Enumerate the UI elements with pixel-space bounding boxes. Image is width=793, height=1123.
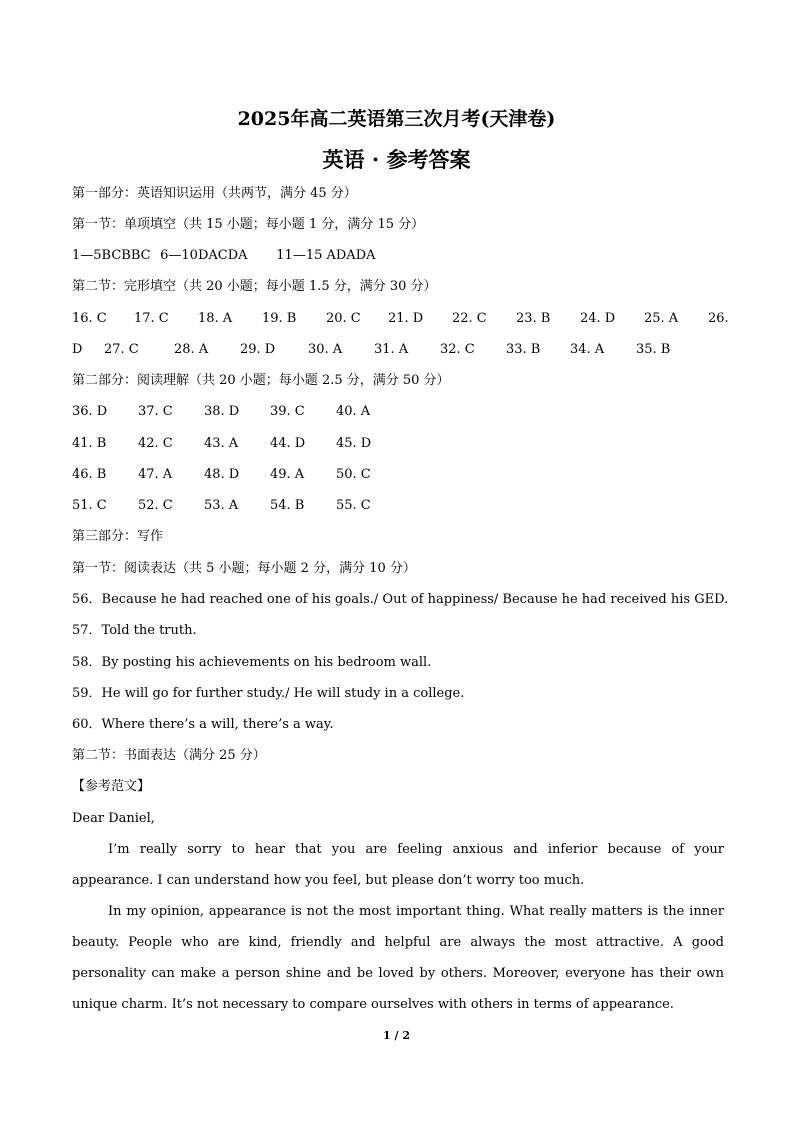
- single-choice-answers: [72, 248, 376, 264]
- reading-answer: 41. B: [72, 436, 107, 451]
- part1-heading: 第一部分：英语知识运用（共两节，满分 45 分）: [72, 186, 357, 201]
- cloze-answer: 26.: [708, 311, 729, 326]
- reading-answer: 53. A: [204, 498, 239, 513]
- reading-answer: 54. B: [270, 498, 305, 513]
- reading-answer: 36. D: [72, 404, 108, 419]
- reading-answer: 55. C: [336, 498, 371, 513]
- reading-expression-answer: 59．He will go for further study./ He will study in a college.: [72, 686, 465, 701]
- reading-answer: 46. B: [72, 467, 107, 482]
- reading-answer: 38. D: [204, 404, 240, 419]
- reading-answer: 43. A: [204, 436, 239, 451]
- answer-group: 6—10DACDA: [160, 248, 248, 263]
- reading-answer: 37. C: [138, 404, 173, 419]
- cloze-answer: 17. C: [134, 311, 169, 326]
- page-title: 2025年高二英语第三次月考(天津卷): [237, 108, 556, 130]
- cloze-answer: 32. C: [440, 342, 475, 357]
- reading-answer: 47. A: [138, 467, 173, 482]
- essay-paragraph: In my opinion, appearance is not the most important thing. What really matters is the inner beauty. People who are kind, friendly and helpful are always the most attractive. A good personality can make a person shine and be loved by others. Moreover, everyone has their own unique charm. It’s not necessary to compare ourselves with others in terms of appearance.: [72, 904, 724, 1012]
- reading-expression-answer: 56．Because he had reached one of his goals./ Out of happiness/ Because he had received his GED.: [72, 592, 729, 607]
- cloze-answer: 24. D: [580, 311, 616, 326]
- reading-expression-answer: 58．By posting his achievements on his bedroom wall.: [72, 655, 432, 670]
- reading-answer: 44. D: [270, 436, 306, 451]
- answer-group: 11—15 ADADA: [276, 248, 376, 263]
- part3-section1-heading: 第一节：阅读表达（共 5 小题；每小题 2 分，满分 10 分）: [72, 561, 416, 576]
- reading-answers-row: [72, 498, 402, 514]
- cloze-answer: 16. C: [72, 311, 107, 326]
- cloze-answer: 25. A: [644, 311, 679, 326]
- cloze-answer: 28. A: [174, 342, 209, 357]
- reading-answer: 52. C: [138, 498, 173, 513]
- reading-answers-row: [72, 467, 402, 483]
- sample-essay-label: 【参考范文】: [72, 779, 151, 794]
- cloze-answer: 31. A: [374, 342, 409, 357]
- cloze-answer: 34. A: [570, 342, 605, 357]
- part1-section2-heading: 第二节：完形填空（共 20 小题；每小题 1.5 分，满分 30 分）: [72, 279, 437, 294]
- cloze-answer: 20. C: [326, 311, 361, 326]
- reading-answer: 40. A: [336, 404, 371, 419]
- cloze-answer: D: [72, 342, 83, 357]
- cloze-answer: 33. B: [506, 342, 541, 357]
- reading-expression-answer: 60．Where there’s a will, there’s a way.: [72, 717, 334, 732]
- cloze-answer: 19. B: [262, 311, 297, 326]
- essay-greeting: Dear Daniel,: [72, 811, 155, 826]
- essay-paragraph: I’m really sorry to hear that you are feeling anxious and inferior because of your appearance. I can understand how you feel, but please don’t worry too much.: [72, 842, 724, 888]
- reading-answers-row: [72, 404, 402, 420]
- part2-heading: 第二部分：阅读理解（共 20 小题；每小题 2.5 分，满分 50 分）: [72, 373, 450, 388]
- reading-answers-row: [72, 436, 402, 452]
- reading-answer: 42. C: [138, 436, 173, 451]
- sample-essay: [72, 803, 724, 1020]
- part1-section1-heading: 第一节：单项填空（共 15 小题；每小题 1 分，满分 15 分）: [72, 217, 425, 232]
- reading-answer: 50. C: [336, 467, 371, 482]
- reading-answer: 51. C: [72, 498, 107, 513]
- page-subtitle: 英语 · 参考答案: [322, 147, 471, 172]
- reading-answer: 48. D: [204, 467, 240, 482]
- part3-heading: 第三部分：写作: [72, 529, 164, 544]
- cloze-answer: 35. B: [636, 342, 671, 357]
- answer-group: 1—5BCBBC: [72, 248, 151, 263]
- cloze-answer: 29. D: [240, 342, 276, 357]
- reading-answer: 39. C: [270, 404, 305, 419]
- cloze-answer: 18. A: [198, 311, 233, 326]
- page-number: 1 / 2: [383, 1029, 410, 1042]
- reading-answer: 49. A: [270, 467, 305, 482]
- reading-expression-answer: 57．Told the truth.: [72, 623, 197, 638]
- cloze-answer: 22. C: [452, 311, 487, 326]
- cloze-answer: 23. B: [516, 311, 551, 326]
- part3-section2-heading: 第二节：书面表达（满分 25 分）: [72, 748, 266, 763]
- cloze-answer: 30. A: [308, 342, 343, 357]
- reading-answer: 45. D: [336, 436, 372, 451]
- cloze-answer: 27. C: [104, 342, 139, 357]
- cloze-answer: 21. D: [388, 311, 424, 326]
